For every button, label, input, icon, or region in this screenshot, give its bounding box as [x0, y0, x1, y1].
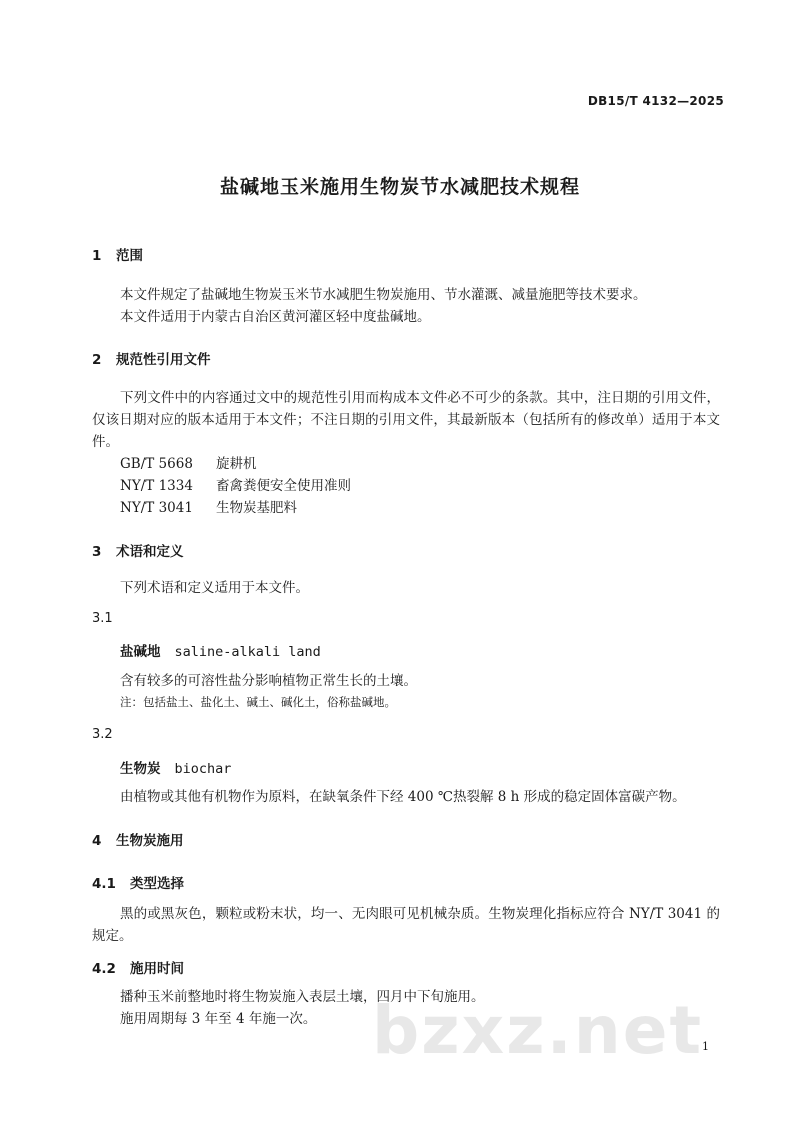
paragraph: 黑的或黑灰色，颗粒或粉末状，均一、无肉眼可见机械杂质。生物炭理化指标应符合 NY/T 3041 的规定。	[92, 906, 720, 944]
section-number: 2	[92, 352, 102, 368]
section-number: 3	[92, 544, 102, 560]
section-title: 术语和定义	[116, 544, 184, 560]
term-number: 3.1	[92, 611, 113, 626]
reference-code: NY/T 3041	[120, 500, 193, 516]
term-heading	[120, 757, 231, 777]
term-heading	[120, 640, 321, 660]
reference-code: NY/T 1334	[120, 478, 193, 494]
section-number: 1	[92, 248, 102, 264]
clause-heading	[92, 957, 184, 977]
reference-item	[120, 453, 257, 475]
clause-heading	[92, 872, 184, 892]
clause-number: 4.1	[92, 876, 116, 892]
section-number: 4	[92, 833, 102, 849]
reference-code: GB/T 5668	[120, 456, 193, 472]
term-zh: 生物炭	[120, 761, 161, 777]
term-en: biochar	[174, 761, 232, 777]
section-heading-scope	[92, 244, 143, 264]
clause-title: 施用时间	[130, 961, 184, 977]
section-title: 规范性引用文件	[116, 352, 211, 368]
term-note: 注：包括盐土、盐化土、碱土、碱化土，俗称盐碱地。	[120, 695, 396, 709]
term-number: 3.2	[92, 727, 113, 742]
reference-item	[120, 497, 297, 519]
term-en: saline-alkali land	[174, 644, 321, 660]
clause-title: 类型选择	[130, 876, 184, 892]
reference-item	[120, 475, 351, 497]
paragraph: 下列文件中的内容通过文中的规范性引用而构成本文件必不可少的条款。其中，注日期的引用文件，仅该日期对应的版本适用于本文件；不注日期的引用文件，其最新版本（包括所有的修改单）适用于本文件。	[92, 390, 720, 450]
reference-name: 旋耕机	[216, 456, 257, 472]
section-heading-terms	[92, 540, 184, 560]
watermark: bzxz.net	[372, 992, 704, 1069]
section-title: 范围	[116, 248, 143, 264]
term-definition: 含有较多的可溶性盐分影响植物正常生长的土壤。	[120, 673, 417, 689]
section-heading-biochar-application	[92, 829, 184, 849]
document-title: 盐碱地玉米施用生物炭节水减肥技术规程	[219, 176, 580, 198]
section-title: 生物炭施用	[116, 833, 184, 849]
page-number: 1	[702, 1040, 709, 1053]
paragraph: 本文件规定了盐碱地生物炭玉米节水减肥生物炭施用、节水灌溉、减量施肥等技术要求。	[120, 287, 647, 303]
clause-number: 4.2	[92, 961, 116, 977]
paragraph: 本文件适用于内蒙古自治区黄河灌区轻中度盐碱地。	[120, 309, 431, 325]
reference-name: 生物炭基肥料	[216, 500, 297, 516]
paragraph: 播种玉米前整地时将生物炭施入表层土壤，四月中下旬施用。	[120, 989, 485, 1005]
reference-name: 畜禽粪便安全使用准则	[216, 478, 351, 494]
paragraph: 下列术语和定义适用于本文件。	[120, 580, 309, 596]
paragraph: 施用周期每 3 年至 4 年施一次。	[120, 1011, 317, 1027]
term-zh: 盐碱地	[120, 644, 161, 660]
section-heading-references	[92, 348, 211, 368]
term-definition: 由植物或其他有机物作为原料，在缺氧条件下经 400 ℃热裂解 8 h 形成的稳定固体富碳产物。	[120, 789, 686, 805]
standard-number: DB15/T 4132—2025	[587, 94, 724, 108]
